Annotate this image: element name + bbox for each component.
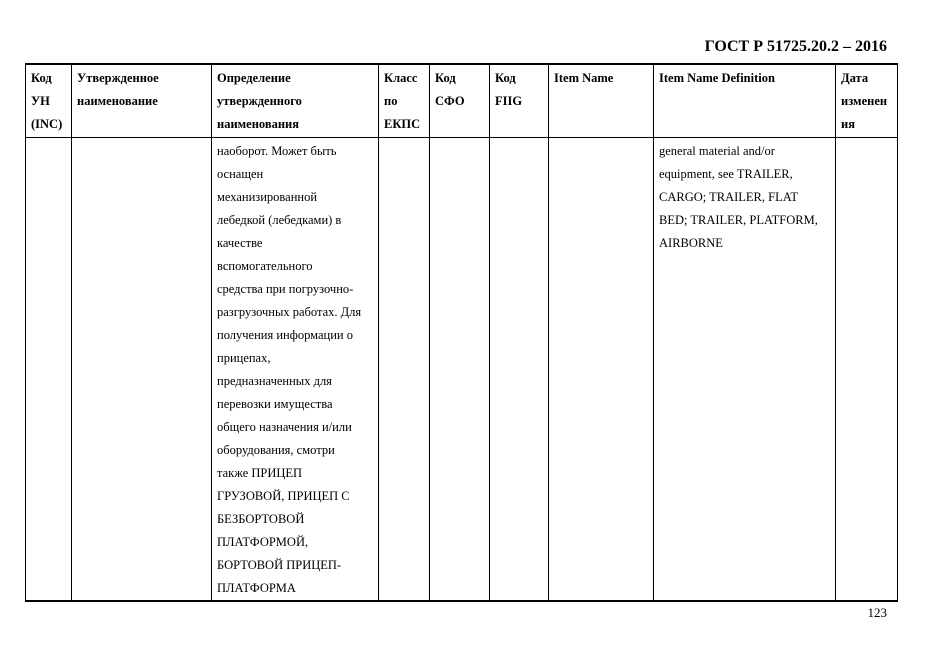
header-text: ЕКПС: [384, 117, 421, 131]
cell-approved-name: [72, 138, 212, 602]
text-line: получения информации о: [217, 328, 353, 342]
text-line: вспомогательного: [217, 259, 313, 273]
header-text: FIIG: [495, 94, 523, 108]
text-line: БОРТОВОЙ ПРИЦЕП-: [217, 558, 342, 572]
text-line: ПЛАТФОРМА: [217, 581, 296, 595]
header-text: Код: [31, 71, 52, 85]
header-text: Класс: [384, 71, 418, 85]
text-line: equipment, see TRAILER,: [659, 167, 793, 181]
header-text: СФО: [435, 94, 465, 108]
text-line: CARGO; TRAILER, FLAT: [659, 190, 799, 204]
column-header-item-name-definition: [654, 64, 836, 138]
header-text: УН: [31, 94, 50, 108]
text-line: общего назначения и/или: [217, 420, 352, 434]
text-line: также ПРИЦЕП: [217, 466, 303, 480]
table-row: [26, 138, 898, 602]
text-line: наоборот. Может быть: [217, 144, 337, 158]
document-code: ГОСТ Р 51725.20.2 – 2016: [704, 38, 887, 55]
header-text: Item Name Definition: [659, 71, 775, 85]
text-line: средства при погрузочно-: [217, 282, 354, 296]
text-line: BED; TRAILER, PLATFORM,: [659, 213, 818, 227]
column-header-change-date: [836, 64, 898, 138]
data-table: [25, 63, 898, 602]
cell-inc: [26, 138, 72, 602]
header-text: Код: [495, 71, 516, 85]
header-text: Код: [435, 71, 456, 85]
text-line: разгрузочных работах. Для: [217, 305, 362, 319]
cell-definition-ru: [212, 138, 379, 602]
text-line: перевозки имущества: [217, 397, 333, 411]
text-line: AIRBORNE: [659, 236, 723, 250]
text-line: лебедкой (лебедками) в: [217, 213, 342, 227]
text-line: оснащен: [217, 167, 264, 181]
cell-item-name: [549, 138, 654, 602]
text-line: БЕЗБОРТОВОЙ: [217, 512, 305, 526]
column-header-approved-name: [72, 64, 212, 138]
header-text: изменен: [841, 94, 888, 108]
column-header-inc: [26, 64, 72, 138]
cell-sfo: [430, 138, 490, 602]
header-text: наименование: [77, 94, 158, 108]
text-line: ПЛАТФОРМОЙ,: [217, 535, 309, 549]
cell-class: [379, 138, 430, 602]
text-line: general material and/or: [659, 144, 775, 158]
header-text: (INC): [31, 117, 63, 131]
column-header-definition: [212, 64, 379, 138]
column-header-class: [379, 64, 430, 138]
cell-fiig: [490, 138, 549, 602]
cell-date: [836, 138, 898, 602]
header-text: Дата: [841, 71, 869, 85]
page-number: 123: [867, 605, 887, 620]
header-text: наименования: [217, 117, 300, 131]
header-row: [26, 64, 898, 138]
header-text: ия: [841, 117, 855, 131]
text-line: ГРУЗОВОЙ, ПРИЦЕП С: [217, 489, 350, 503]
header-text: Item Name: [554, 71, 614, 85]
text-line: механизированной: [217, 190, 318, 204]
column-header-fiig: [490, 64, 549, 138]
text-line: качестве: [217, 236, 263, 250]
header-text: Определение: [217, 71, 291, 85]
header-text: утвержденного: [217, 94, 302, 108]
header-text: по: [384, 94, 398, 108]
text-line: прицепах,: [217, 351, 271, 365]
column-header-item-name: [549, 64, 654, 138]
cell-definition-en: [654, 138, 836, 602]
header-text: Утвержденное: [77, 71, 159, 85]
text-line: оборудования, смотри: [217, 443, 335, 457]
text-line: предназначенных для: [217, 374, 332, 388]
column-header-sfo: [430, 64, 490, 138]
